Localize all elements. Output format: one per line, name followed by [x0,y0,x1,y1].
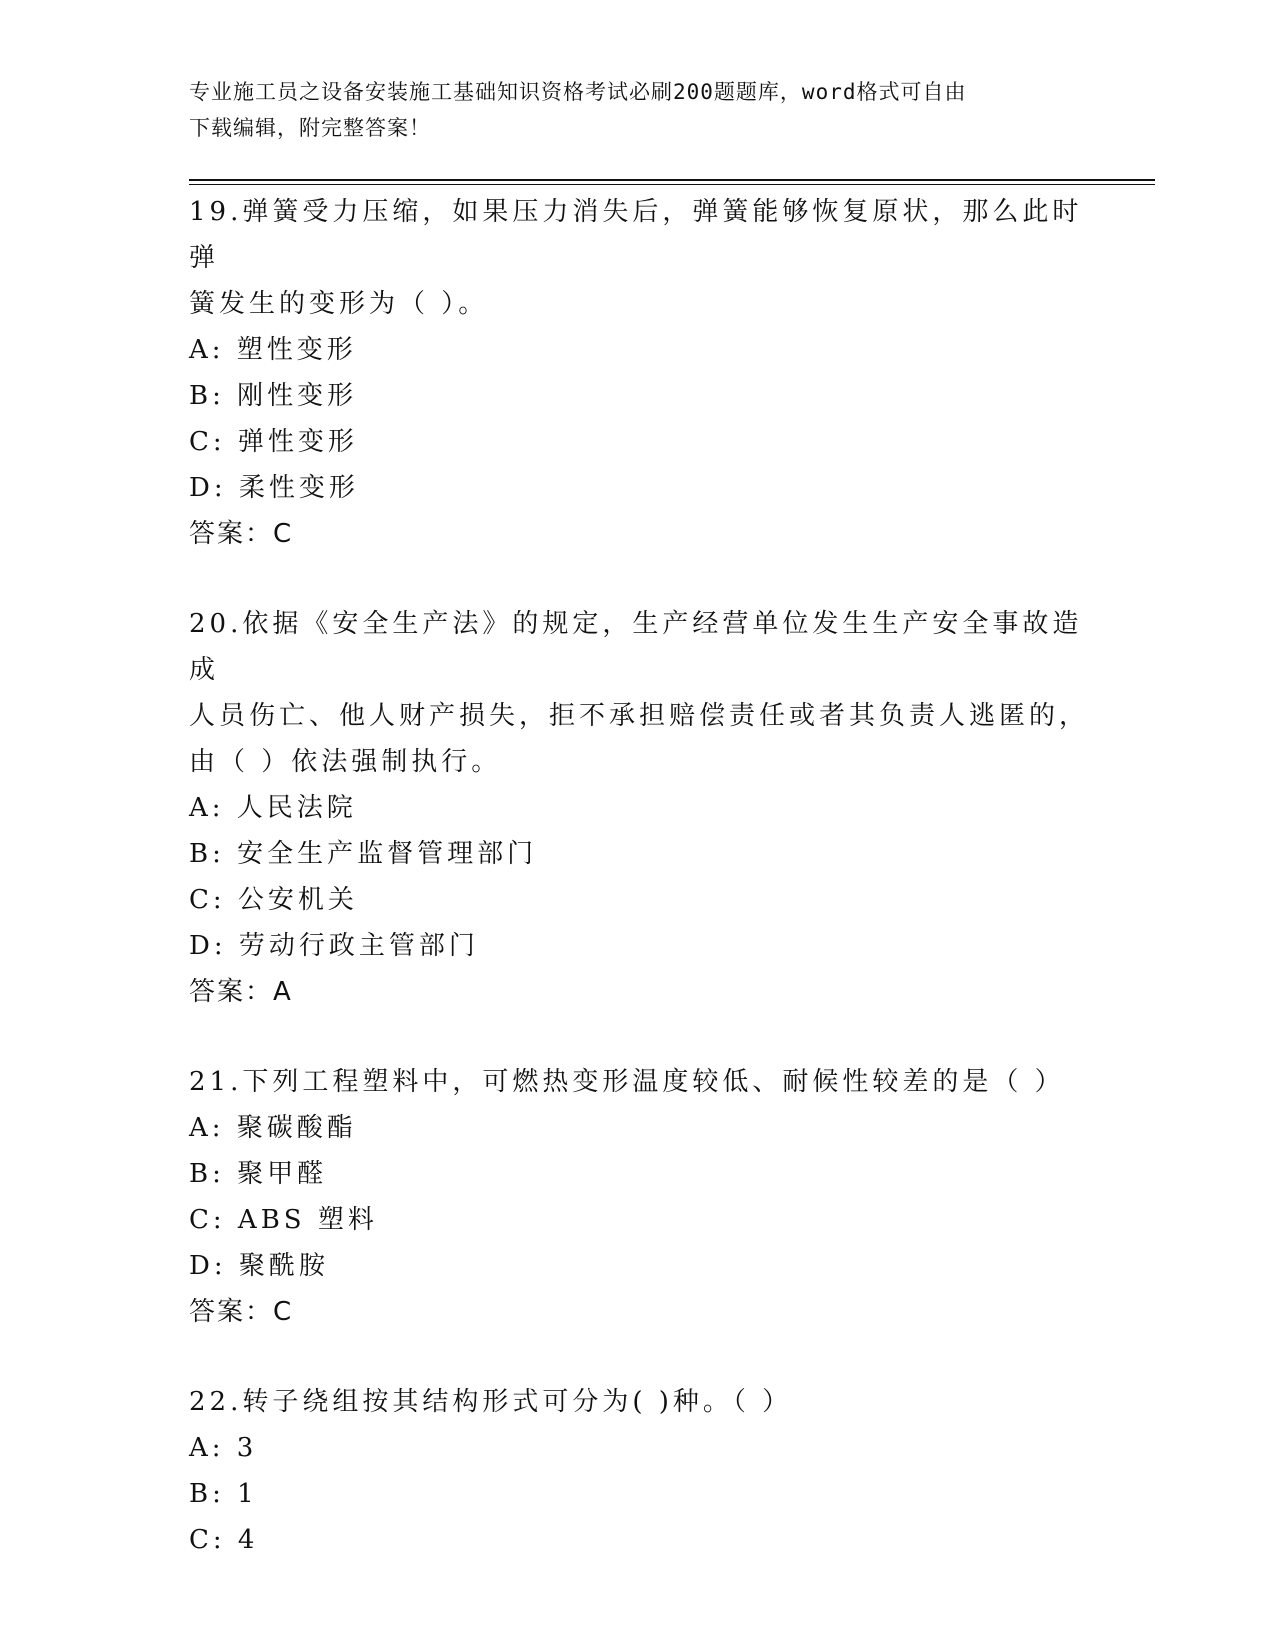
option-a: A: 聚碳酸酯 [189,1113,357,1143]
question-21 [189,1059,1089,1335]
option-a: A: 3 [189,1433,258,1463]
question-19 [189,189,1089,557]
option-c: C: 4 [189,1525,259,1555]
question-stem [189,601,1089,785]
question-stem [189,1379,1089,1425]
option-d: D: 柔性变形 [189,473,359,503]
option-a: A: 人民法院 [189,793,357,823]
header-divider-bottom [189,184,1155,185]
question-list [189,189,1089,1607]
option-b: B: 刚性变形 [189,381,358,411]
question-stem-line: 20.依据《安全生产法》的规定，生产经营单位发生生产安全事故造成 [189,609,1083,685]
option-b: B: 聚甲醛 [189,1159,328,1189]
answer: 答案：C [189,1297,294,1327]
option-b: B: 安全生产监督管理部门 [189,839,538,869]
question-stem-line: 簧发生的变形为（ ）。 [189,289,489,319]
question-stem-line: 22.转子绕组按其结构形式可分为( )种。（ ） [189,1387,793,1417]
header-line-2: 下载编辑，附完整答案！ [189,116,431,140]
question-stem-line: 人员伤亡、他人财产损失，拒不承担赔偿责任或者其负责人逃匿的， [189,701,1090,731]
answer: 答案：A [189,977,293,1007]
option-c: C: 弹性变形 [189,427,358,457]
option-d: D: 劳动行政主管部门 [189,931,479,961]
header-line-1: 专业施工员之设备安装施工基础知识资格考试必刷200题题库，word格式可自由 [189,80,967,104]
question-stem-line: 由（ ）依法强制执行。 [189,747,502,777]
document-header [189,74,1089,146]
question-22 [189,1379,1089,1563]
question-stem-line: 21.下列工程塑料中，可燃热变形温度较低、耐候性较差的是（ ） [189,1067,1065,1097]
header-divider-top [189,179,1155,181]
question-stem [189,1059,1089,1105]
question-stem-line: 19.弹簧受力压缩，如果压力消失后，弹簧能够恢复原状，那么此时弹 [189,197,1083,273]
question-20 [189,601,1089,1015]
option-a: A: 塑性变形 [189,335,357,365]
question-stem [189,189,1089,327]
option-c: C: 公安机关 [189,885,358,915]
option-d: D: 聚酰胺 [189,1251,329,1281]
option-b: B: 1 [189,1479,258,1509]
answer: 答案：C [189,519,294,549]
option-c: C: ABS 塑料 [189,1205,378,1235]
